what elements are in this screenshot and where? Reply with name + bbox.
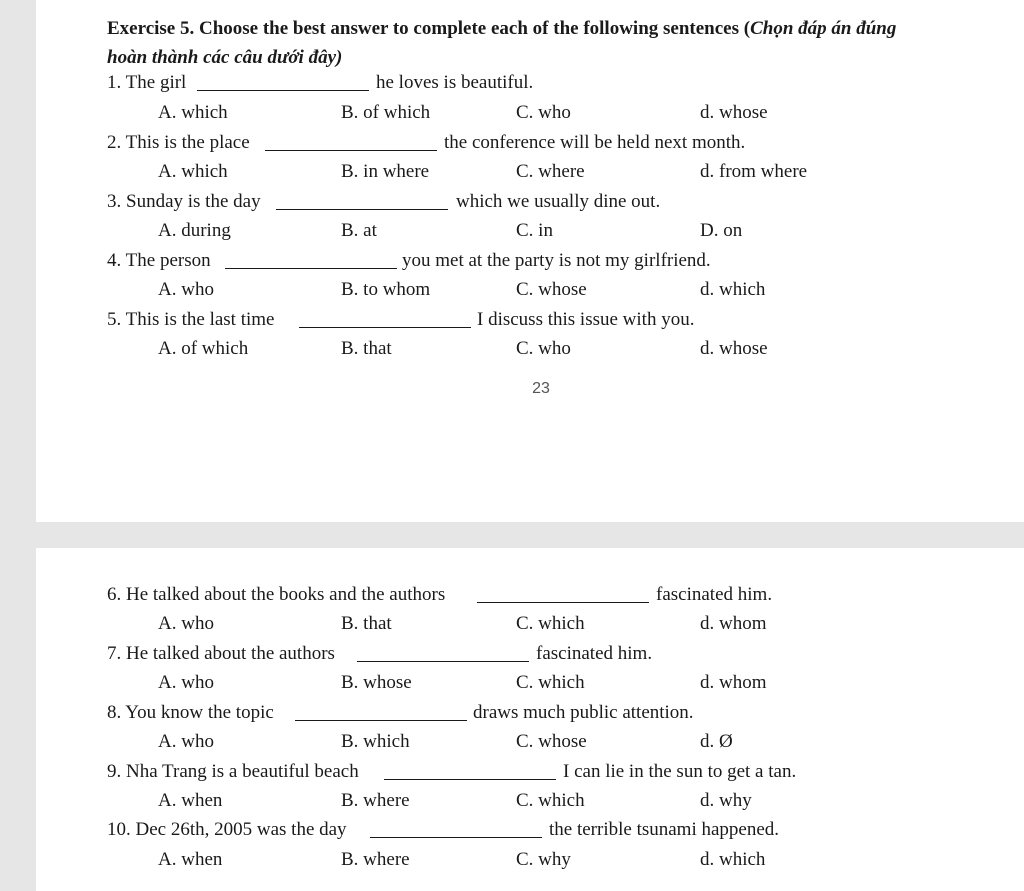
question-text-after: fascinated him. (656, 584, 773, 605)
option-d: d. which (700, 849, 766, 870)
option-b: B. whose (341, 672, 412, 693)
option-d: d. whom (700, 672, 767, 693)
option-a: A. who (158, 279, 214, 300)
question-6 (107, 583, 1007, 607)
option-a: A. who (158, 672, 214, 693)
options-10 (36, 848, 1024, 872)
option-b: B. of which (341, 102, 431, 123)
question-text: 4. The person (107, 250, 211, 271)
exercise-title-vietnamese-2: hoàn thành các câu dưới đây) (107, 47, 343, 68)
option-a: A. when (158, 790, 223, 811)
option-c: C. where (516, 161, 585, 182)
option-a: A. when (158, 849, 223, 870)
document-page-bottom (36, 548, 1024, 891)
option-a: A. of which (158, 338, 249, 359)
option-b: B. where (341, 790, 410, 811)
answer-blank (197, 90, 369, 91)
question-text-after: the terrible tsunami happened. (549, 819, 780, 840)
options-7 (36, 671, 1024, 695)
option-a: A. which (158, 102, 228, 123)
question-text-after: fascinated him. (536, 643, 653, 664)
answer-blank (477, 602, 649, 603)
answer-blank (276, 209, 448, 210)
option-d: d. from where (700, 161, 808, 182)
option-c: C. which (516, 672, 585, 693)
question-text-after: I can lie in the sun to get a tan. (563, 761, 797, 782)
question-text: 8. You know the topic (107, 702, 274, 723)
options-3 (36, 219, 1024, 243)
question-text-after: which we usually dine out. (456, 191, 661, 212)
question-1 (107, 71, 1007, 95)
answer-blank (370, 837, 542, 838)
question-text-after: draws much public attention. (473, 702, 694, 723)
exercise-title (107, 14, 1007, 72)
option-d: d. why (700, 790, 752, 811)
answer-blank (299, 327, 471, 328)
options-9 (36, 789, 1024, 813)
answer-blank (357, 661, 529, 662)
option-c: C. why (516, 849, 571, 870)
page-number: 23 (532, 380, 550, 397)
exercise-title-vietnamese-1: Chọn đáp án đúng (750, 18, 897, 39)
option-d: d. whose (700, 338, 768, 359)
question-2 (107, 131, 1007, 155)
options-1 (36, 101, 1024, 125)
answer-blank (225, 268, 397, 269)
options-6 (36, 612, 1024, 636)
question-text: 3. Sunday is the day (107, 191, 261, 212)
option-b: B. in where (341, 161, 430, 182)
question-text: 7. He talked about the authors (107, 643, 335, 664)
option-d: d. whom (700, 613, 767, 634)
option-c: C. whose (516, 731, 587, 752)
option-a: A. who (158, 613, 214, 634)
option-c: C. who (516, 102, 571, 123)
option-d: D. on (700, 220, 743, 241)
question-5 (107, 308, 1007, 332)
options-2 (36, 160, 1024, 184)
question-text: 9. Nha Trang is a beautiful beach (107, 761, 359, 782)
option-a: A. who (158, 731, 214, 752)
option-a: A. which (158, 161, 228, 182)
question-text-after: the conference will be held next month. (444, 132, 746, 153)
question-text-after: he loves is beautiful. (376, 72, 534, 93)
option-c: C. whose (516, 279, 587, 300)
question-10 (107, 818, 1007, 842)
option-b: B. which (341, 731, 410, 752)
question-9 (107, 760, 1007, 784)
question-7 (107, 642, 1007, 666)
question-text: 2. This is the place (107, 132, 250, 153)
answer-blank (384, 779, 556, 780)
question-text: 5. This is the last time (107, 309, 275, 330)
answer-blank (295, 720, 467, 721)
option-d: d. which (700, 279, 766, 300)
option-d: d. whose (700, 102, 768, 123)
option-b: B. that (341, 338, 392, 359)
option-c: C. which (516, 613, 585, 634)
option-c: C. who (516, 338, 571, 359)
question-4 (107, 249, 1007, 273)
question-text-after: you met at the party is not my girlfriend. (402, 250, 711, 271)
question-text: 1. The girl (107, 72, 187, 93)
option-b: B. to whom (341, 279, 431, 300)
option-b: B. at (341, 220, 377, 241)
answer-blank (265, 150, 437, 151)
options-5 (36, 337, 1024, 361)
question-8 (107, 701, 1007, 725)
options-8 (36, 730, 1024, 754)
question-text-after: I discuss this issue with you. (477, 309, 695, 330)
option-d: d. Ø (700, 731, 733, 752)
question-3 (107, 190, 1007, 214)
option-b: B. that (341, 613, 392, 634)
question-text: 10. Dec 26th, 2005 was the day (107, 819, 347, 840)
exercise-title-text: Exercise 5. Choose the best answer to complete each of the following sentences ( (107, 18, 751, 39)
option-b: B. where (341, 849, 410, 870)
options-4 (36, 278, 1024, 302)
option-c: C. which (516, 790, 585, 811)
option-a: A. during (158, 220, 231, 241)
question-text: 6. He talked about the books and the authors (107, 584, 446, 605)
document-page-top (36, 0, 1024, 522)
option-c: C. in (516, 220, 553, 241)
